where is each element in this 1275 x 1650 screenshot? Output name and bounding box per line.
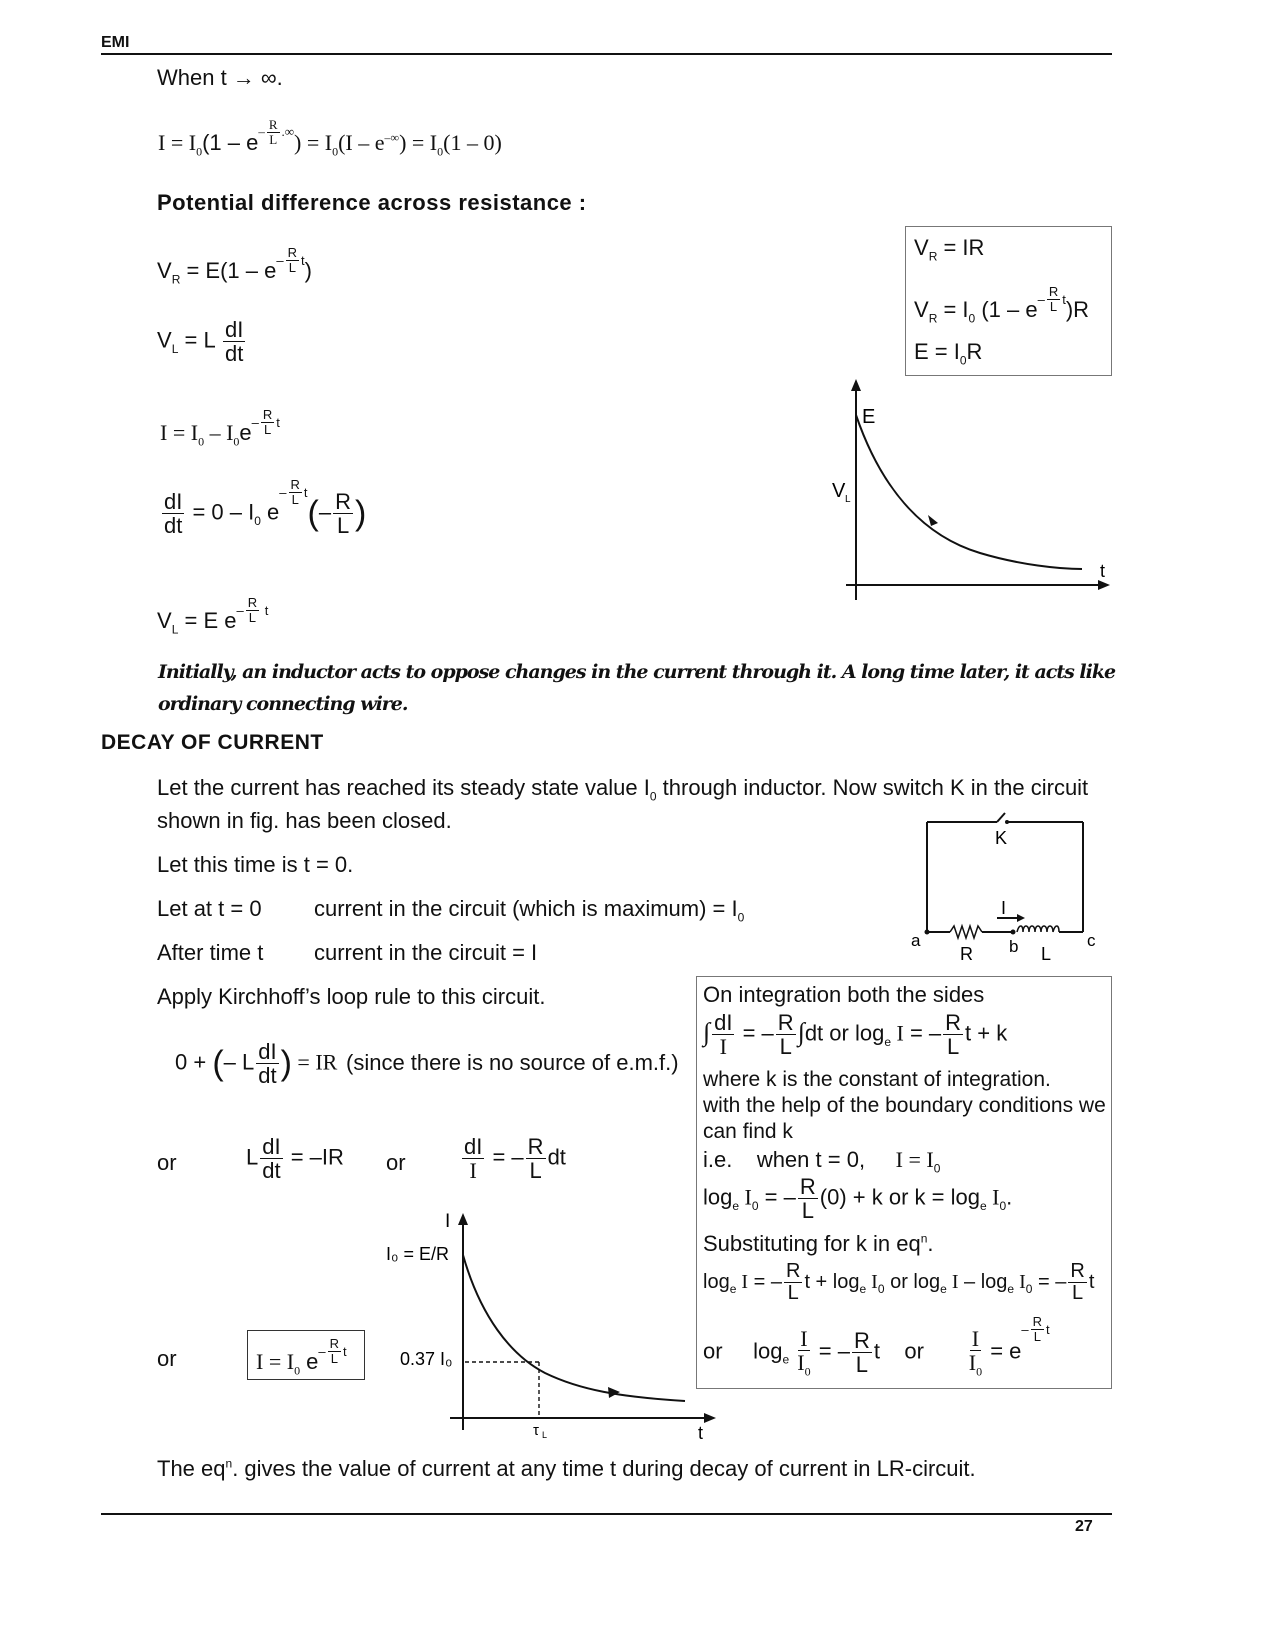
vr-equation: $V_R = E(1 - e-$ $\frac{R}{L}$ t) (157, 245, 312, 287)
i-x-axis-arrow (704, 1413, 716, 1423)
int-line-7: $\log_e I_0$ = – $\frac{R}{L}$ (0) + k or $k = \log_e I_0$. (703, 1174, 1013, 1224)
footer-rule (101, 1513, 1112, 1515)
node-b: b (1009, 937, 1019, 956)
vl-y-sub: L (845, 494, 851, 505)
vl-start-label: E (862, 406, 876, 428)
switch-label: K (995, 828, 1008, 848)
when-t-infinity: When t → ∞. (157, 65, 283, 90)
vl-final-equation: $V_L = E$ e– $\frac{R}{L}$ t (157, 595, 269, 637)
i-curve-arrow (608, 1387, 620, 1398)
eq-infinity: $I = I_0(1 - e-$ $\frac{R}{L}$ .∞ ) = $I_0(I - e^{-\infty}) = I_0(1 - 0)$ (158, 117, 502, 159)
vl-decay-graph (820, 375, 1120, 605)
decay-heading: DECAY OF CURRENT (101, 731, 324, 754)
decay-para-2: shown in fig. has been closed. (157, 808, 452, 833)
box-line-1: $V_R$ = IR (914, 235, 985, 264)
int-line-4: with the help of the boundary conditions we (703, 1094, 1106, 1117)
eq-l-didt: L $\frac{dI}{dt}$ = –IR (246, 1134, 344, 1184)
vl-curve-arrow (928, 515, 938, 526)
or-label-2: or (386, 1150, 406, 1175)
or-label-1: or (157, 1150, 177, 1175)
decay-row2-label: After time t (157, 940, 264, 965)
didt-equation: $\frac{dI}{dt}$ = $0 - I_0$ e– $\frac{R}{L}$ t(– $\frac{R}{L}$ ) (164, 477, 367, 539)
section-header: EMI (101, 34, 130, 51)
box-line-3: $E = I_0R$ (914, 339, 983, 368)
inductor-note: Initially, an inductor acts to oppose changes in the current through it. A long time later, it acts like ordinary connecting wire. (158, 661, 1116, 715)
current-label: I (1001, 898, 1007, 918)
tau-label: τ (533, 1422, 539, 1439)
i-x-label: t (698, 1423, 704, 1443)
i-start-label: I₀ = E/R (386, 1244, 449, 1264)
integration-box (696, 976, 1112, 1389)
or-label-3: or (157, 1346, 177, 1371)
vl-y-axis-arrow (851, 379, 861, 391)
int-line-2: ∫ $\frac{dI}{I}$ = – $\frac{R}{L}$ ∫dt or $\log_e I$ = – $\frac{R}{L}$ t + k (703, 1010, 1008, 1060)
i-y-axis-arrow (458, 1213, 468, 1225)
page-number: 27 (1075, 1518, 1093, 1535)
lr-circuit-diagram (905, 810, 1115, 970)
final-decay-equation: $I = I_0$ e– $\frac{R}{L}$ t (256, 1336, 347, 1378)
node-a: a (911, 931, 921, 950)
int-line-1: On integration both the sides (703, 982, 985, 1007)
pd-heading: Potential difference across resistance : (157, 190, 587, 215)
box-line-2: $V_R = I_0$ (1 – e– $\frac{R}{L}$ t)R (914, 284, 1090, 326)
kvl-note: (since there is no source of e.m.f.) (346, 1050, 679, 1075)
int-line-8: Substituting for k in $eq^n$. (703, 1231, 934, 1256)
conclusion-text: The $eq^n$. gives the value of current at any time t during decay of current in LR-circuit. (157, 1456, 976, 1481)
decay-row2-text: current in the circuit = I (314, 940, 538, 965)
int-line-6: i.e. when t = 0, $I = I_0$ (703, 1147, 941, 1176)
decay-para-1: Let the current has reached its steady state value $I_0$ through inductor. Now switch K in the circuit (157, 775, 1089, 804)
resistor (950, 926, 982, 938)
vr-summary-box (905, 226, 1112, 376)
vl-x-label: t (1100, 561, 1106, 581)
int-line-5: can find k (703, 1120, 793, 1143)
eq-di-over-i: $\frac{dI}{I}$ = – $\frac{R}{L}$ dt (464, 1134, 566, 1184)
tau-sub: L (542, 1430, 548, 1440)
decay-t0: Let this time is t = 0. (157, 852, 354, 877)
current-decay-graph (380, 1205, 725, 1445)
vl-y-label: V (832, 480, 846, 502)
vl-equation: $V_L = L$ $\frac{dI}{dt}$ (157, 317, 244, 367)
int-line-9: $\log_e I$ = – $\frac{R}{L}$ $t + \log_e I_0$ or $\log_e I - \log_e I_0$ = – $\frac{R}{L}$ t (703, 1260, 1095, 1304)
i-curve (463, 1255, 685, 1401)
i-037-label: 0.37 I₀ (400, 1349, 453, 1369)
inductor (1017, 926, 1059, 932)
kirchhoff-text: Apply Kirchhoff’s loop rule to this circuit. (157, 984, 546, 1009)
vl-curve (856, 415, 1082, 569)
inductor-label: L (1041, 944, 1052, 964)
current-equation: $I = I_0 - I_0e-$ $\frac{R}{L}$ t (160, 407, 280, 449)
header-rule (101, 53, 1112, 55)
kvl-equation: 0 + (– L $\frac{dI}{dt}$ ) = IR (175, 1039, 338, 1089)
final-decay-equation-box (247, 1330, 365, 1380)
decay-row1-label: Let at t = 0 (157, 896, 262, 921)
int-line-3: where k is the constant of integration. (703, 1068, 1051, 1091)
int-line-10: or $\log_e$ $\frac{I}{I_0}$ = – $\frac{R}{L}$ t or $\frac{I}{I_0}$ = e– $\frac{R}{L}$ t (703, 1314, 1050, 1379)
i-y-label: I (445, 1211, 451, 1232)
vl-x-axis-arrow (1098, 580, 1110, 590)
node-c: c (1087, 931, 1096, 950)
switch-k (997, 813, 1005, 822)
resistor-label: R (960, 944, 973, 964)
decay-row1-text: current in the circuit (which is maximum) = $I_0$ (314, 896, 745, 925)
